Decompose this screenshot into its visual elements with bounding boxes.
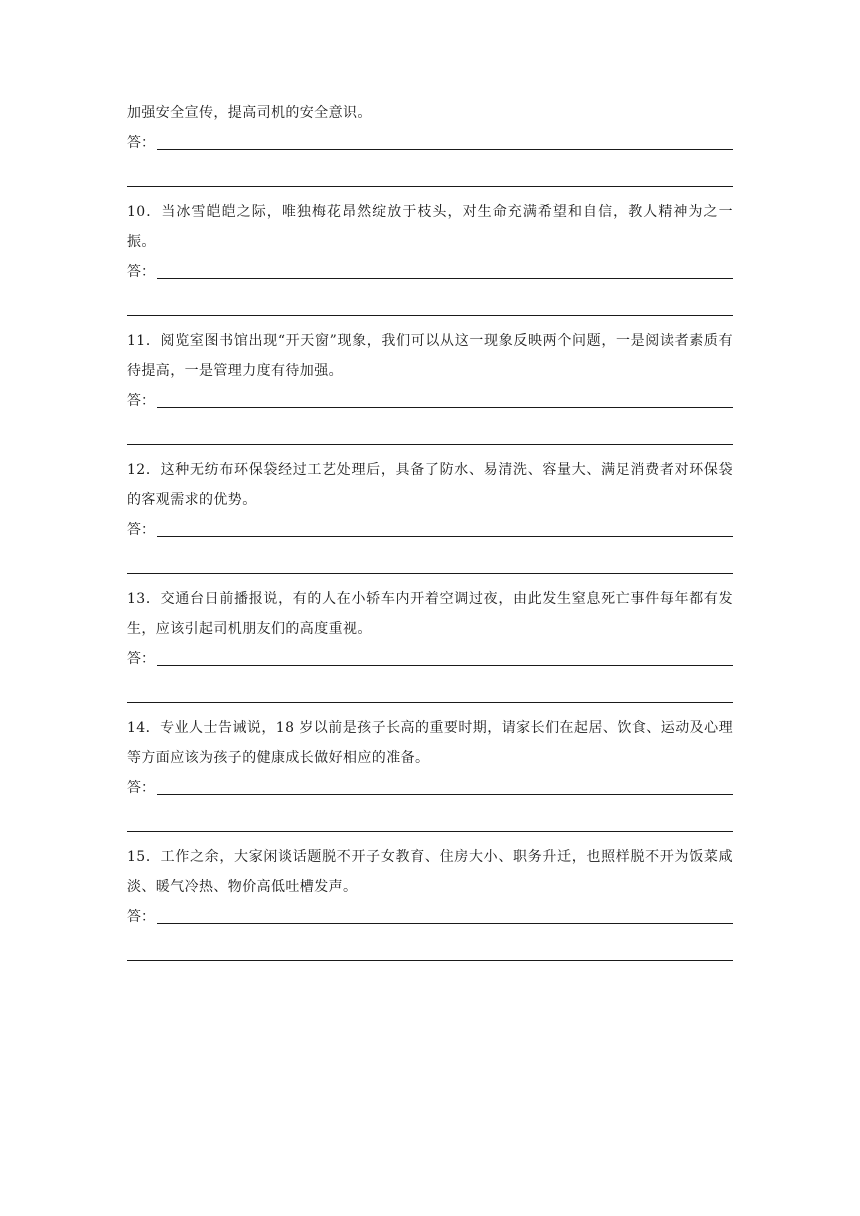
answer-row bbox=[127, 773, 733, 803]
question-text bbox=[127, 455, 733, 515]
answer-line-extra[interactable] bbox=[127, 573, 733, 574]
question-body: 阅览室图书馆出现“开天窗”现象，我们可以从这一现象反映两个问题，一是阅读者素质有待提高，一是管理力度有待加强。 bbox=[127, 333, 733, 379]
answer-line[interactable] bbox=[157, 923, 733, 924]
question-number-separator: ． bbox=[145, 591, 161, 607]
question-12 bbox=[127, 455, 733, 574]
question-number: 10 bbox=[127, 204, 146, 220]
question-number: 15 bbox=[127, 849, 146, 865]
answer-label: 答： bbox=[127, 651, 155, 667]
answer-line[interactable] bbox=[157, 149, 733, 150]
question-11 bbox=[127, 326, 733, 445]
question-number: 14 bbox=[127, 720, 146, 736]
question-13 bbox=[127, 584, 733, 703]
answer-line-extra[interactable] bbox=[127, 831, 733, 832]
answer-row bbox=[127, 644, 733, 674]
question-number: 12 bbox=[127, 462, 146, 478]
question-body: 这种无纺布环保袋经过工艺处理后，具备了防水、易清洗、容量大、满足消费者对环保袋的客观需求的优势。 bbox=[127, 462, 733, 508]
question-text bbox=[127, 713, 733, 773]
answer-row bbox=[127, 128, 733, 158]
question-list bbox=[127, 197, 733, 961]
question-text bbox=[127, 584, 733, 644]
answer-line-extra[interactable] bbox=[127, 960, 733, 961]
question-body: 交通台日前播报说，有的人在小轿车内开着空调过夜，由此发生窒息死亡事件每年都有发生，应该引起司机朋友们的高度重视。 bbox=[127, 591, 733, 637]
question-body: 专业人士告诫说，18 岁以前是孩子长高的重要时期，请家长们在起居、饮食、运动及心理等方面应该为孩子的健康成长做好相应的准备。 bbox=[127, 720, 733, 766]
answer-line[interactable] bbox=[157, 794, 733, 795]
question-number-separator: ． bbox=[145, 720, 161, 736]
answer-label: 答： bbox=[127, 264, 155, 280]
question-body: 当冰雪皑皑之际，唯独梅花昂然绽放于枝头，对生命充满希望和自信，教人精神为之一振。 bbox=[127, 204, 734, 250]
answer-label: 答： bbox=[127, 135, 155, 151]
answer-line-extra[interactable] bbox=[127, 315, 733, 316]
answer-line-extra[interactable] bbox=[127, 444, 733, 445]
answer-label: 答： bbox=[127, 780, 155, 796]
question-14 bbox=[127, 713, 733, 832]
question-text bbox=[127, 842, 733, 902]
question-15 bbox=[127, 842, 733, 961]
answer-line-extra[interactable] bbox=[127, 702, 733, 703]
answer-line[interactable] bbox=[157, 278, 733, 279]
answer-label: 答： bbox=[127, 393, 155, 409]
worksheet-page bbox=[127, 98, 733, 961]
answer-line[interactable] bbox=[157, 536, 733, 537]
answer-line-extra[interactable] bbox=[127, 186, 733, 187]
question-10 bbox=[127, 197, 733, 316]
question-number-separator: ． bbox=[145, 462, 161, 478]
answer-line[interactable] bbox=[157, 665, 733, 666]
question-number: 11 bbox=[127, 333, 146, 349]
question-9-tail bbox=[127, 98, 733, 187]
answer-row bbox=[127, 902, 733, 932]
question-text bbox=[127, 326, 733, 386]
question-number-separator: ． bbox=[145, 204, 162, 220]
question-number-separator: ． bbox=[145, 849, 161, 865]
question-text bbox=[127, 197, 733, 257]
answer-row bbox=[127, 386, 733, 416]
answer-line[interactable] bbox=[157, 407, 733, 408]
question-number-separator: ． bbox=[145, 333, 161, 349]
question-9-text: 加强安全宣传，提高司机的安全意识。 bbox=[127, 105, 372, 121]
answer-row bbox=[127, 515, 733, 545]
answer-label: 答： bbox=[127, 909, 155, 925]
answer-row bbox=[127, 257, 733, 287]
answer-label: 答： bbox=[127, 522, 155, 538]
question-body: 工作之余，大家闲谈话题脱不开子女教育、住房大小、职务升迁，也照样脱不开为饭菜咸淡、暖气冷热、物价高低吐槽发声。 bbox=[127, 849, 733, 895]
question-number: 13 bbox=[127, 591, 146, 607]
